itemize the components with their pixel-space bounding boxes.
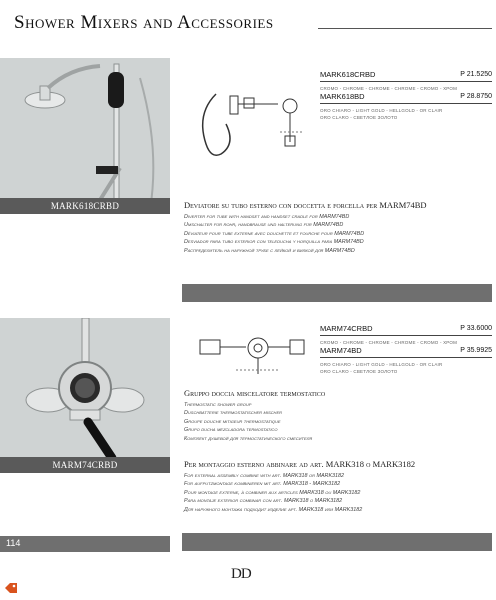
- assembly-note: [184, 459, 494, 514]
- page-number: 114: [6, 538, 21, 548]
- finish-text: ORO CLARO - СВЕТЛОЕ ЗОЛОТО: [320, 369, 398, 374]
- price-row: [320, 324, 492, 333]
- description-line: Umschalter für rohr, handbrause und halterung für MARM74BD: [184, 222, 344, 229]
- finish-text: CROMO - CHROME - CHROME - CHROME - CROMO - ХРОМ: [320, 86, 458, 91]
- assembly-line: Para montaje exterior combinar con art. MARK318 o MARK3182: [184, 498, 343, 505]
- description-line: Déviateur pour tube externe avec douchette et fourche pour MARM74BD: [184, 230, 365, 237]
- mixer-drawing: [186, 330, 314, 380]
- price-row: [320, 92, 492, 101]
- description-line: Duschbatterie thermostatischer mischer: [184, 410, 283, 417]
- finish-text: ORO CHIARO - LIGHT GOLD - HELLGOLD - OR CLAIR: [320, 362, 443, 367]
- product-price: P 33.6000: [460, 325, 492, 332]
- description-line: Комплект душевой для термостатического смесителя: [184, 435, 313, 442]
- price-row: [320, 346, 492, 355]
- description-line: Grupo ducha mezcladora termostatico: [184, 427, 278, 434]
- product-caption: MARK618CRBD: [0, 198, 170, 214]
- assembly-line: Für aufputzmontage kombinieren mit art. MARK318 - MARK3182: [184, 481, 341, 488]
- product-price: P 28.8750: [460, 93, 492, 100]
- divider: [320, 81, 492, 82]
- product-code: MARM74BD: [320, 346, 362, 355]
- thermostatic-mixer-illustration: [0, 318, 170, 470]
- finish-text: ORO CLARO - СВЕТЛОЕ ЗОЛОТО: [320, 115, 398, 120]
- diverter-drawing: [186, 84, 314, 164]
- description-line: Thermostatic shower group: [184, 402, 252, 408]
- divider: [320, 335, 492, 336]
- price-row: [320, 70, 492, 79]
- product-price: P 21.5250: [460, 71, 492, 78]
- assembly-heading: Per montaggio esterno abbinare ad art. MARK318 o MARK3182: [184, 459, 416, 469]
- description-line: Desviador para tubo exterior con teleducha y horquilla para MARM74BD: [184, 239, 364, 246]
- product-description: [184, 200, 494, 255]
- product-price: P 35.9925: [460, 347, 492, 354]
- description-line: Распределитель на наружной трубе с лейкой и вилкой для MARM74BD: [184, 247, 355, 254]
- description-heading: Gruppo doccia miscelatore termostatico: [184, 388, 326, 398]
- assembly-line: Для наружного монтажа подходит изделие арт. MARK318 или MARK3182: [184, 506, 363, 513]
- finish-text: CROMO - CHROME - CHROME - CHROME - CROMO - ХРОМ: [320, 340, 458, 345]
- assembly-line: Pour montage externe, à combiner aux articles MARK318 ou MARK3182: [184, 489, 361, 496]
- description-line: Diverter for tube with handset and handset cradle for MARM74BD: [184, 214, 350, 220]
- product-caption: MARM74CRBD: [0, 457, 170, 473]
- divider: [320, 103, 492, 104]
- page-title: Shower Mixers and Accessories: [14, 12, 274, 33]
- section-band: [182, 533, 492, 551]
- product-description: [184, 388, 494, 443]
- shower-riser-illustration: [0, 58, 170, 210]
- product-code: MARK618CRBD: [320, 70, 376, 79]
- description-line: Groupe douche mitigeur thermostatique: [184, 418, 281, 425]
- finish-text: ORO CHIARO - LIGHT GOLD - HELLGOLD - OR CLAIR: [320, 108, 443, 113]
- description-heading: Deviatore su tubo esterno con doccetta e forcella per MARM74BD: [184, 200, 427, 210]
- assembly-line: For external assembly combine with art. MARK318 or MARK3182: [184, 473, 345, 479]
- product-code: MARM74CRBD: [320, 324, 373, 333]
- page-number-band: [0, 536, 170, 552]
- price-block: [320, 70, 492, 121]
- brand-logo: DD: [231, 566, 251, 582]
- divider: [320, 357, 492, 358]
- price-block: [320, 324, 492, 375]
- technical-drawing-diverter: [186, 84, 314, 164]
- product-photo-thermostatic-mixer: [0, 318, 170, 470]
- title-rule: [318, 28, 492, 29]
- section-band: [182, 284, 492, 302]
- product-photo-shower-riser: [0, 58, 170, 210]
- product-code: MARK618BD: [320, 92, 365, 101]
- price-tag-icon: [4, 582, 18, 594]
